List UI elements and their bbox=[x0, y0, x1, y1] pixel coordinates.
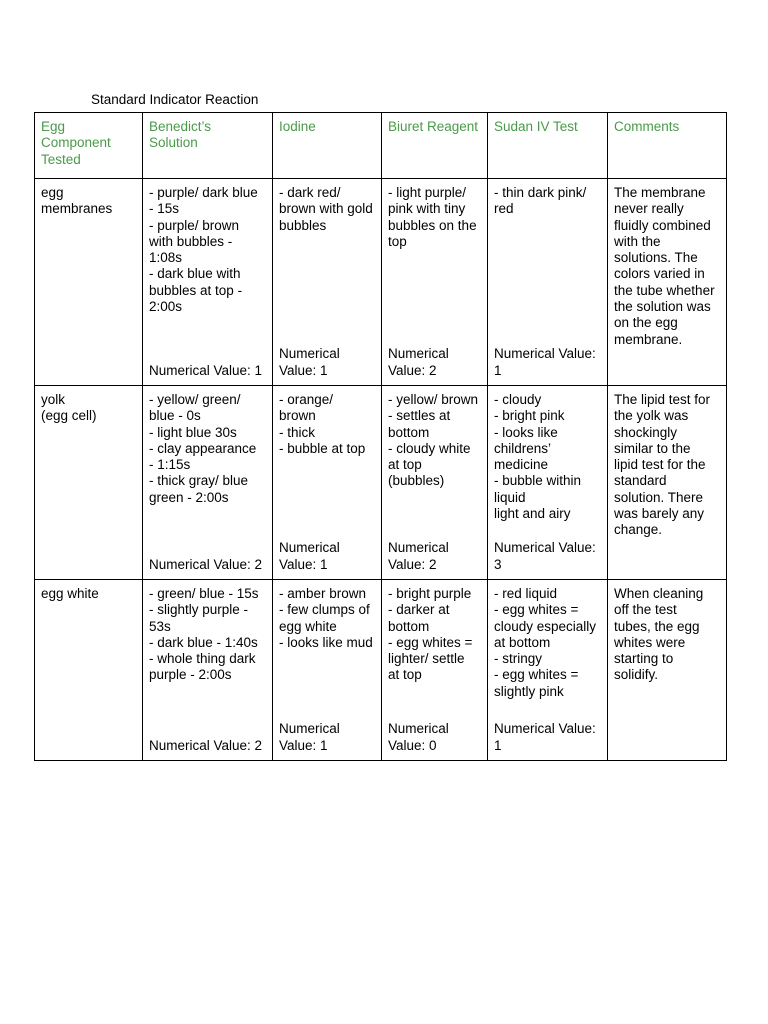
cell-observations: - yellow/ green/ blue - 0s - light blue 30s - clay appearance - 1:15s - thick gray/ blue green - 2:00s bbox=[149, 392, 257, 505]
cell-benedicts bbox=[143, 580, 273, 761]
cell-sudan bbox=[488, 386, 608, 580]
cell-numerical-value: Numerical Value: 1 bbox=[279, 721, 340, 753]
cell-observations: - thin dark pink/ red bbox=[494, 185, 587, 217]
cell-benedicts bbox=[143, 179, 273, 386]
cell-observations: - cloudy - bright pink - looks like childrens’ medicine - bubble within liquid light and airy bbox=[494, 392, 582, 522]
table-title: Standard Indicator Reaction bbox=[91, 92, 259, 107]
cell-numerical-value: Numerical Value: 1 bbox=[494, 721, 596, 753]
cell-observations: - red liquid - egg whites = cloudy especially at bottom - stringy - egg whites = slightly pink bbox=[494, 586, 597, 699]
table-header-row bbox=[35, 113, 727, 179]
header-sudan-iv-test: Sudan IV Test bbox=[488, 113, 608, 179]
header-benedicts-solution: Benedict’s Solution bbox=[143, 113, 273, 179]
cell-sudan bbox=[488, 179, 608, 386]
header-egg-component: Egg Component Tested bbox=[35, 113, 143, 179]
table-row-egg-membranes bbox=[35, 179, 727, 386]
cell-observations: - amber brown - few clumps of egg white - looks like mud bbox=[279, 586, 373, 650]
table-row-yolk bbox=[35, 386, 727, 580]
cell-numerical-value: Numerical Value: 0 bbox=[388, 721, 449, 753]
header-biuret-reagent: Biuret Reagent bbox=[382, 113, 488, 179]
cell-observations: - bright purple - darker at bottom - egg whites = lighter/ settle at top bbox=[388, 586, 473, 683]
cell-benedicts bbox=[143, 386, 273, 580]
cell-observations: - yellow/ brown - settles at bottom - cloudy white at top (bubbles) bbox=[388, 392, 479, 489]
cell-biuret bbox=[382, 580, 488, 761]
cell-component: egg white bbox=[35, 580, 143, 761]
cell-comments: The membrane never really fluidly combined with the solutions. The colors varied in the tube whether the solution was on the egg membrane. bbox=[608, 179, 727, 386]
indicator-reaction-table bbox=[34, 112, 727, 761]
cell-component: yolk (egg cell) bbox=[35, 386, 143, 580]
cell-component: egg membranes bbox=[35, 179, 143, 386]
cell-numerical-value: Numerical Value: 1 bbox=[149, 362, 263, 378]
cell-biuret bbox=[382, 179, 488, 386]
cell-biuret bbox=[382, 386, 488, 580]
cell-observations: - purple/ dark blue - 15s - purple/ brown with bubbles - 1:08s - dark blue with bubbles at top - 2:00s bbox=[149, 185, 258, 315]
header-comments: Comments bbox=[608, 113, 727, 179]
table-row-egg-white bbox=[35, 580, 727, 761]
cell-observations: - dark red/ brown with gold bubbles bbox=[279, 185, 373, 233]
cell-observations: - light purple/ pink with tiny bubbles on the top bbox=[388, 185, 477, 249]
cell-numerical-value: Numerical Value: 1 bbox=[279, 346, 340, 378]
cell-iodine bbox=[273, 386, 382, 580]
cell-iodine bbox=[273, 580, 382, 761]
cell-numerical-value: Numerical Value: 2 bbox=[388, 540, 449, 572]
cell-numerical-value: Numerical Value: 1 bbox=[279, 540, 340, 572]
cell-numerical-value: Numerical Value: 2 bbox=[149, 556, 263, 572]
cell-comments: When cleaning off the test tubes, the egg whites were starting to solidify. bbox=[608, 580, 727, 761]
header-iodine: Iodine bbox=[273, 113, 382, 179]
cell-numerical-value: Numerical Value: 2 bbox=[388, 346, 449, 378]
cell-numerical-value: Numerical Value: 2 bbox=[149, 737, 263, 753]
cell-iodine bbox=[273, 179, 382, 386]
cell-sudan bbox=[488, 580, 608, 761]
cell-numerical-value: Numerical Value: 1 bbox=[494, 346, 596, 378]
cell-observations: - orange/ brown - thick - bubble at top bbox=[279, 392, 366, 456]
cell-comments: The lipid test for the yolk was shockingly similar to the lipid test for the standard solution. There was barely any change. bbox=[608, 386, 727, 580]
cell-numerical-value: Numerical Value: 3 bbox=[494, 540, 596, 572]
cell-observations: - green/ blue - 15s - slightly purple - 53s - dark blue - 1:40s - whole thing dark purple - 2:00s bbox=[149, 586, 259, 683]
